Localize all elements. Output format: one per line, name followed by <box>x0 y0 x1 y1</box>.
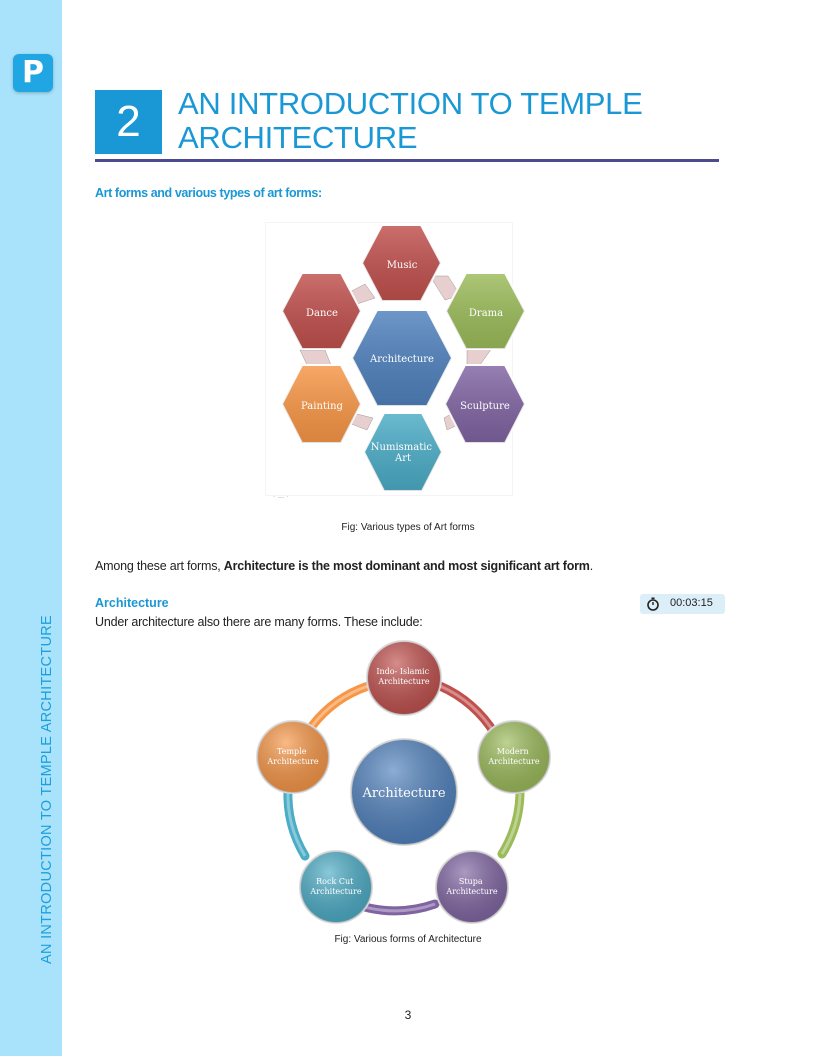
indo-islamic-line-2: Architecture <box>378 677 430 686</box>
numismatic-line-1: Numismatic <box>370 442 433 453</box>
rock-cut-line-1: Rock Cut <box>316 877 354 886</box>
paragraph-architecture-forms: Under architecture also there are many forms. These include: <box>95 615 423 629</box>
circle-modern <box>478 721 550 793</box>
hex-label-sculpture: Sculpture <box>460 401 510 412</box>
title-divider <box>95 159 719 162</box>
stupa-line-1: Stupa <box>458 877 483 886</box>
video-timestamp[interactable] <box>640 594 725 614</box>
chapter-title: AN INTRODUCTION TO TEMPLE ARCHITECTURE <box>178 86 643 155</box>
indo-islamic-line-1: Indo- Islamic <box>376 667 430 676</box>
hex-label-dance: Dance <box>306 308 338 319</box>
timer-value: 00:03:15 <box>670 597 713 609</box>
circle-label-indo-islamic <box>376 667 431 686</box>
circle-indo-islamic <box>367 641 441 715</box>
circle-stupa <box>436 851 508 923</box>
hex-numismatic-art <box>364 413 442 491</box>
hex-drama <box>446 273 525 349</box>
paragraph-dominant-art <box>95 559 593 573</box>
page-number: 3 <box>404 1008 412 1022</box>
modern-line-2: Architecture <box>488 757 540 766</box>
brand-logo: P <box>13 54 53 92</box>
circle-architecture-center <box>351 739 457 845</box>
circle-label-architecture: Architecture <box>362 786 446 801</box>
temple-line-2: Architecture <box>267 757 319 766</box>
section-heading-architecture: Architecture <box>95 596 169 610</box>
hex-label-drama: Drama <box>468 308 504 319</box>
hex-painting <box>282 365 361 443</box>
paragraph-end: . <box>589 559 594 573</box>
modern-line-1: Modern <box>496 747 529 756</box>
hex-music <box>362 225 441 301</box>
hex-dance <box>282 273 361 349</box>
art-forms-diagram <box>255 218 555 503</box>
hex-architecture-center <box>352 310 452 406</box>
architecture-forms-diagram <box>250 634 560 934</box>
hex-label-music: Music <box>386 260 418 271</box>
temple-line-1: Temple <box>277 747 307 756</box>
vertical-chapter-title: AN INTRODUCTION TO TEMPLE ARCHITECTURE <box>39 615 55 964</box>
stupa-line-2: Architecture <box>446 887 498 896</box>
hex-label-architecture: Architecture <box>370 354 434 365</box>
stray-marks: · — · <box>273 493 289 501</box>
circle-temple <box>257 721 329 793</box>
paragraph-bold: Architecture is the most dominant and most significant art form <box>223 559 590 573</box>
stopwatch-icon <box>646 597 660 611</box>
chapter-number: 2 <box>95 90 162 154</box>
paragraph-lead: Among these art forms, <box>95 559 224 573</box>
figure-caption-art-forms: Fig: Various types of Art forms <box>341 522 475 533</box>
circle-rock-cut <box>300 851 372 923</box>
rock-cut-line-2: Architecture <box>310 887 362 896</box>
numismatic-line-2: Art <box>394 453 412 464</box>
section-heading-art-forms: Art forms and various types of art forms: <box>95 186 322 200</box>
hex-label-painting: Painting <box>301 401 343 412</box>
circle-label-rock-cut <box>309 877 361 896</box>
hex-sculpture <box>445 365 525 443</box>
figure-caption-architecture: Fig: Various forms of Architecture <box>334 934 482 945</box>
